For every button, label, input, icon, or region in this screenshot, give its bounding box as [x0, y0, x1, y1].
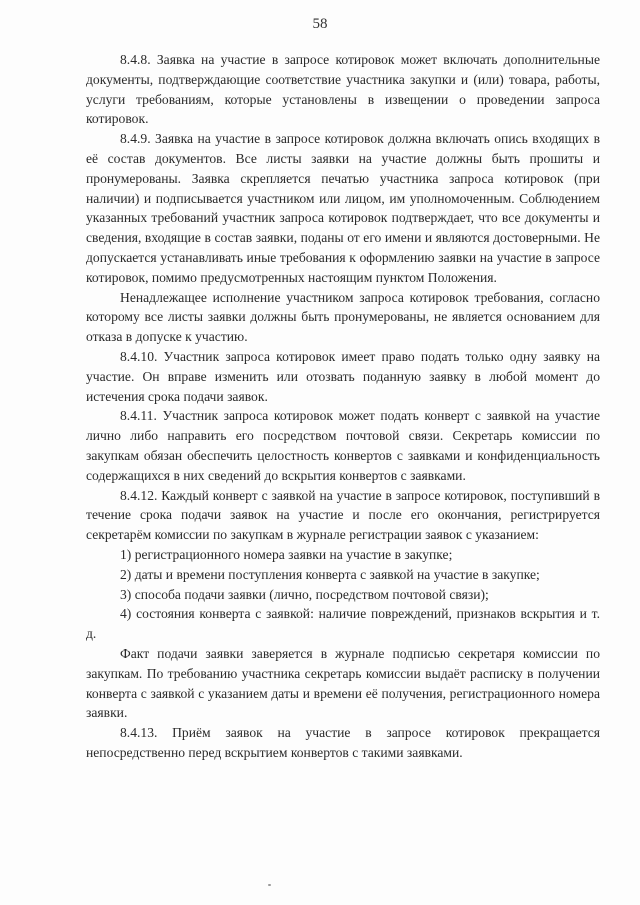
paragraph-improper-performance: Ненадлежащее исполнение участником запроса котировок требования, согласно которому все листы заявки должны быть пронумерованы, не является основанием для отказа в допуске к участию.: [86, 289, 600, 345]
list-item: 3) способа подачи заявки (лично, посредством почтовой связи);: [120, 586, 489, 602]
paragraph-8-4-9: 8.4.9. Заявка на участие в запросе котировок должна включать опись входящих в её состав документов. Все листы заявки на участие должны быть прошиты и пронумерованы. Заявка скрепляется печатью участника запроса котировок (при наличии) и подписывается участником или лицом, им уполномоченным. Соблюдением указанных требований участник запроса котировок подтверждает, что все документы и сведения, входящие в состав заявки, поданы от его имени и являются достоверными. Не допускается устанавливать иные требования к оформлению заявки на участие в запросе котировок, помимо предусмотренных настоящим пунктом Положения.: [86, 131, 600, 285]
paragraph-8-4-8: 8.4.8. Заявка на участие в запросе котировок может включать дополнительные документы, подтверждающие соответствие участника закупки и (или) товара, работы, услуги требованиям, которые установлены в извещении о проведении запроса котировок.: [86, 52, 600, 127]
registration-details-list: [86, 545, 600, 644]
paragraph-8-4-12: 8.4.12. Каждый конверт с заявкой на участие в запросе котировок, поступивший в течение срока подачи заявок на участие и после его окончания, регистрируется секретарём комиссии по закупкам в журнале регистрации заявок с указанием:: [86, 487, 600, 543]
document-body: [86, 50, 600, 763]
scan-artifact: [268, 884, 271, 886]
list-item: 2) даты и времени поступления конверта с заявкой на участие в закупке;: [120, 566, 540, 582]
paragraph-8-4-13: 8.4.13. Приём заявок на участие в запросе котировок прекращается непосредственно перед вскрытием конвертов с такими заявками.: [86, 725, 600, 760]
page-number: 58: [312, 16, 328, 32]
paragraph-8-4-10: 8.4.10. Участник запроса котировок имеет право подать только одну заявку на участие. Он вправе изменить или отозвать поданную заявку в любой момент до истечения срока подачи заявок.: [86, 348, 600, 404]
paragraph-submission-fact: Факт подачи заявки заверяется в журнале подписью секретаря комиссии по закупкам. По требованию участника секретарь комиссии выдаёт расписку в получении конверта с заявкой с указанием даты и времени её получения, регистрационного номера заявки.: [86, 645, 600, 721]
paragraph-8-4-11: 8.4.11. Участник запроса котировок может подать конверт с заявкой на участие лично либо направить его посредством почтовой связи. Секретарь комиссии по закупкам обязан обеспечить целостность конвертов с заявками и конфиденциальность содержащихся в них сведений до вскрытия конвертов с заявками.: [86, 408, 600, 483]
list-item: 4) состояния конверта с заявкой: наличие повреждений, признаков вскрытия и т. д.: [86, 606, 600, 642]
list-item: 1) регистрационного номера заявки на участие в закупке;: [120, 546, 453, 562]
